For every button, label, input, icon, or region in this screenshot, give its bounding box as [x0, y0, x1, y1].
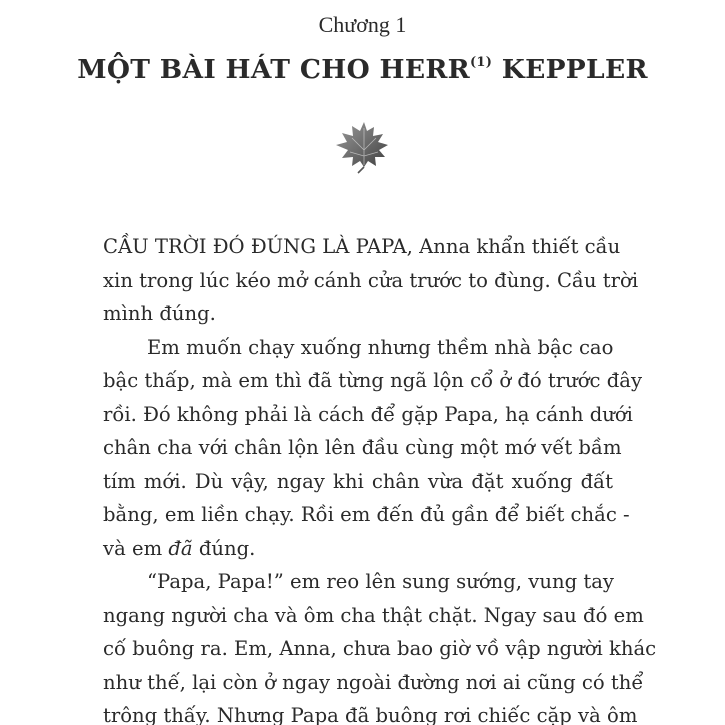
text-line: “Papa, Papa!” em reo lên sung sướng, vung tay [147, 570, 614, 593]
text-line: bậc thấp, mà em thì đã từng ngã lộn cổ ở đó trước đây [103, 369, 643, 392]
text-line: trông thấy. Nhưng Papa đã buông rơi chiếc cặp và ôm [103, 704, 638, 725]
text-line: chân cha với chân lộn lên đầu cùng một mớ vết bầm [103, 436, 622, 459]
text-line: ngang người cha và ôm cha thật chặt. Ngay sau đó em [103, 603, 644, 627]
text-line: mình đúng. [103, 302, 216, 325]
paragraph [103, 565, 657, 725]
chapter-title-text: MỘT BÀI HÁT CHO HERR [77, 54, 470, 85]
text-line: Em muốn chạy xuống nhưng thềm nhà bậc cao [147, 335, 614, 359]
text-line: bằng, em liền chạy. Rồi em đến đủ gần để biết chắc - [103, 503, 630, 526]
maple-leaf-icon [330, 120, 392, 174]
body-text [103, 230, 657, 725]
chapter-title [0, 54, 725, 85]
text-fragment: đúng. [192, 536, 256, 560]
footnote-marker: (1) [469, 55, 493, 70]
text-line: xin trong lúc kéo mở cánh cửa trước to đùng. Cầu trời [103, 268, 639, 292]
chapter-number: Chương 1 [318, 12, 407, 37]
text-line: rồi. Đó không phải là cách để gặp Papa, hạ cánh dưới [103, 402, 633, 426]
paragraph [103, 331, 643, 566]
text-line: tím mới. Dù vậy, ngay khi chân vừa đặt xuống đất [103, 469, 613, 493]
text-line: cố buông ra. Em, Anna, chưa bao giờ vồ vập người khác [103, 637, 657, 660]
chapter-title-end: KEPPLER [492, 54, 648, 85]
text-line: CẦU TRỜI ĐÓ ĐÚNG LÀ PAPA, Anna khẩn thiết cầu [103, 235, 621, 258]
text-line: như thế, lại còn ở ngay ngoài đường nơi ai cũng có thể [103, 670, 644, 694]
emphasis-text: đã [168, 536, 193, 560]
text-line [103, 532, 613, 566]
paragraph [103, 230, 639, 331]
text-fragment: và em [103, 536, 169, 560]
